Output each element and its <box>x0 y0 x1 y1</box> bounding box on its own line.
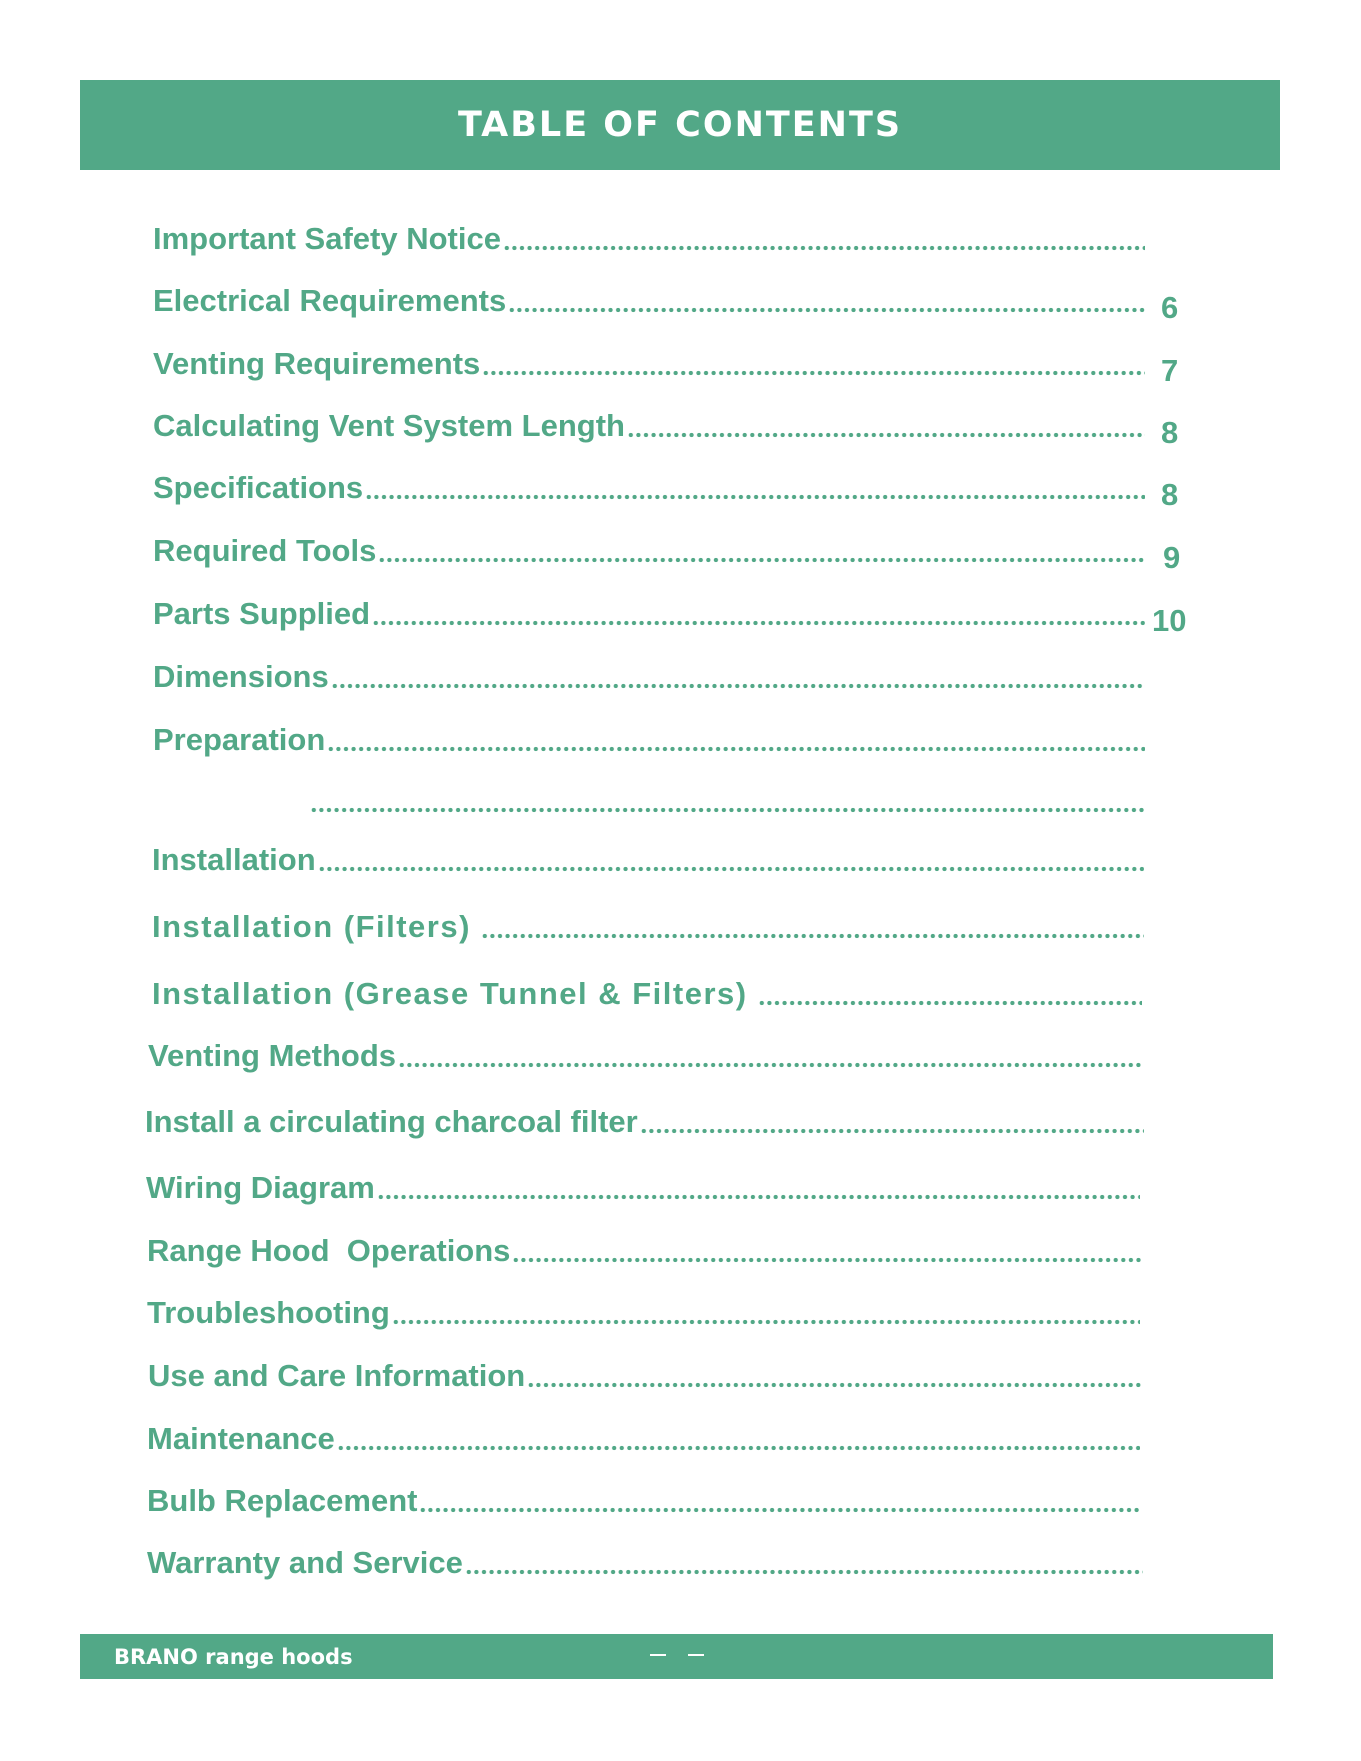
toc-leader-dots <box>481 933 1144 939</box>
toc-leader-dots <box>365 494 1145 500</box>
toc-entry-label: Install a circulating charcoal filter <box>145 1104 638 1139</box>
toc-entry-maintenance[interactable] <box>147 1410 1140 1454</box>
toc-leader-dots <box>503 245 1145 251</box>
toc-entry-label: Warranty and Service <box>147 1545 463 1580</box>
toc-leader-dots <box>398 1062 1142 1068</box>
toc-entry-parts-supplied[interactable] <box>153 585 1187 638</box>
toc-entry-label: Required Tools <box>153 533 377 568</box>
toc-leader-dots <box>331 683 1145 689</box>
toc-page-number: 8 <box>1161 477 1179 512</box>
footer-dash-left <box>650 1654 666 1656</box>
toc-leader-dots <box>527 1382 1142 1388</box>
toc-entry-label: Venting Requirements <box>153 346 481 381</box>
toc-leader-dots <box>512 1257 1142 1263</box>
toc-page-number: 9 <box>1163 540 1181 575</box>
toc-entry-label: Troubleshooting <box>147 1295 390 1330</box>
toc-entry-venting-requirements[interactable] <box>153 335 1179 388</box>
toc-entry-troubleshooting[interactable] <box>147 1284 1140 1328</box>
toc-entry-dimensions[interactable] <box>153 648 1145 692</box>
toc-leader-dots <box>310 807 1145 813</box>
toc-leader-dots <box>378 557 1145 563</box>
toc-page-number: 6 <box>1161 290 1179 325</box>
toc-entry-label: Specifications <box>153 470 364 505</box>
toc-leader-dots <box>419 1507 1140 1513</box>
toc-entry-label: Parts Supplied <box>153 596 371 631</box>
toc-leader-dots <box>640 1128 1144 1134</box>
toc-leader-dots <box>318 866 1144 872</box>
toc-entry-label: Bulb Replacement <box>147 1483 418 1518</box>
toc-leader-dots <box>377 1194 1140 1200</box>
toc-entry-label: Venting Methods <box>148 1038 396 1073</box>
toc-page-number: 7 <box>1161 353 1179 388</box>
toc-leader-dots <box>372 620 1145 626</box>
toc-entry-bulb-replacement[interactable] <box>147 1472 1140 1516</box>
toc-page-number: 8 <box>1161 415 1179 450</box>
toc-entry-label: Range Hood Operations <box>147 1233 511 1268</box>
toc-entry-preparation[interactable] <box>153 711 1145 755</box>
toc-entry-label: Maintenance <box>147 1421 335 1456</box>
toc-entry-label: Electrical Requirements <box>153 283 507 318</box>
toc-entry-label: Important Safety Notice <box>153 221 501 256</box>
toc-entry-venting-methods[interactable] <box>148 1027 1142 1071</box>
page-title: TABLE OF CONTENTS <box>457 105 903 145</box>
toc-leader-dots <box>392 1319 1140 1325</box>
toc-entry-range-hood-operations[interactable] <box>147 1222 1142 1266</box>
toc-entry-use-and-care-information[interactable] <box>148 1347 1142 1391</box>
toc-header-bar <box>80 80 1280 170</box>
toc-entry-label: Installation (Grease Tunnel & Filters) <box>152 976 748 1011</box>
toc-entry-label: Installation <box>152 842 316 877</box>
toc-page-number: 10 <box>1152 603 1187 638</box>
toc-entry-install-circulating-charcoal-filter[interactable] <box>145 1093 1144 1137</box>
toc-entry-installation[interactable] <box>152 831 1144 875</box>
toc-entry-blank[interactable] <box>308 772 1145 816</box>
toc-entry-label: Installation (Filters) <box>152 909 471 944</box>
toc-leader-dots <box>337 1445 1140 1451</box>
toc-leader-dots <box>327 746 1145 752</box>
toc-leader-dots <box>482 370 1145 376</box>
toc-entry-installation-grease-tunnel-filters[interactable] <box>152 965 1142 1009</box>
footer-dash-right <box>688 1654 704 1656</box>
toc-entry-label: Calculating Vent System Length <box>153 408 625 443</box>
toc-entry-label: Preparation <box>153 722 326 757</box>
toc-entry-required-tools[interactable] <box>153 522 1181 575</box>
footer-brand: BRANO range hoods <box>114 1645 353 1669</box>
toc-entry-label: Use and Care Information <box>148 1358 526 1393</box>
toc-leader-dots <box>508 307 1145 313</box>
toc-entry-installation-filters[interactable] <box>152 898 1144 942</box>
toc-entry-warranty-and-service[interactable] <box>147 1534 1143 1578</box>
toc-entry-calculating-vent-system-length[interactable] <box>153 397 1179 450</box>
toc-entry-important-safety-notice[interactable] <box>153 210 1145 254</box>
toc-entry-wiring-diagram[interactable] <box>146 1159 1140 1203</box>
toc-leader-dots <box>627 432 1145 438</box>
footer-bar <box>80 1634 1273 1679</box>
toc-entry-label: Dimensions <box>153 659 329 694</box>
toc-entry-electrical-requirements[interactable] <box>153 272 1179 325</box>
toc-leader-dots <box>758 1000 1142 1006</box>
toc-leader-dots <box>465 1569 1143 1575</box>
toc-entry-label: Wiring Diagram <box>146 1170 375 1205</box>
toc-entry-specifications[interactable] <box>153 459 1179 512</box>
